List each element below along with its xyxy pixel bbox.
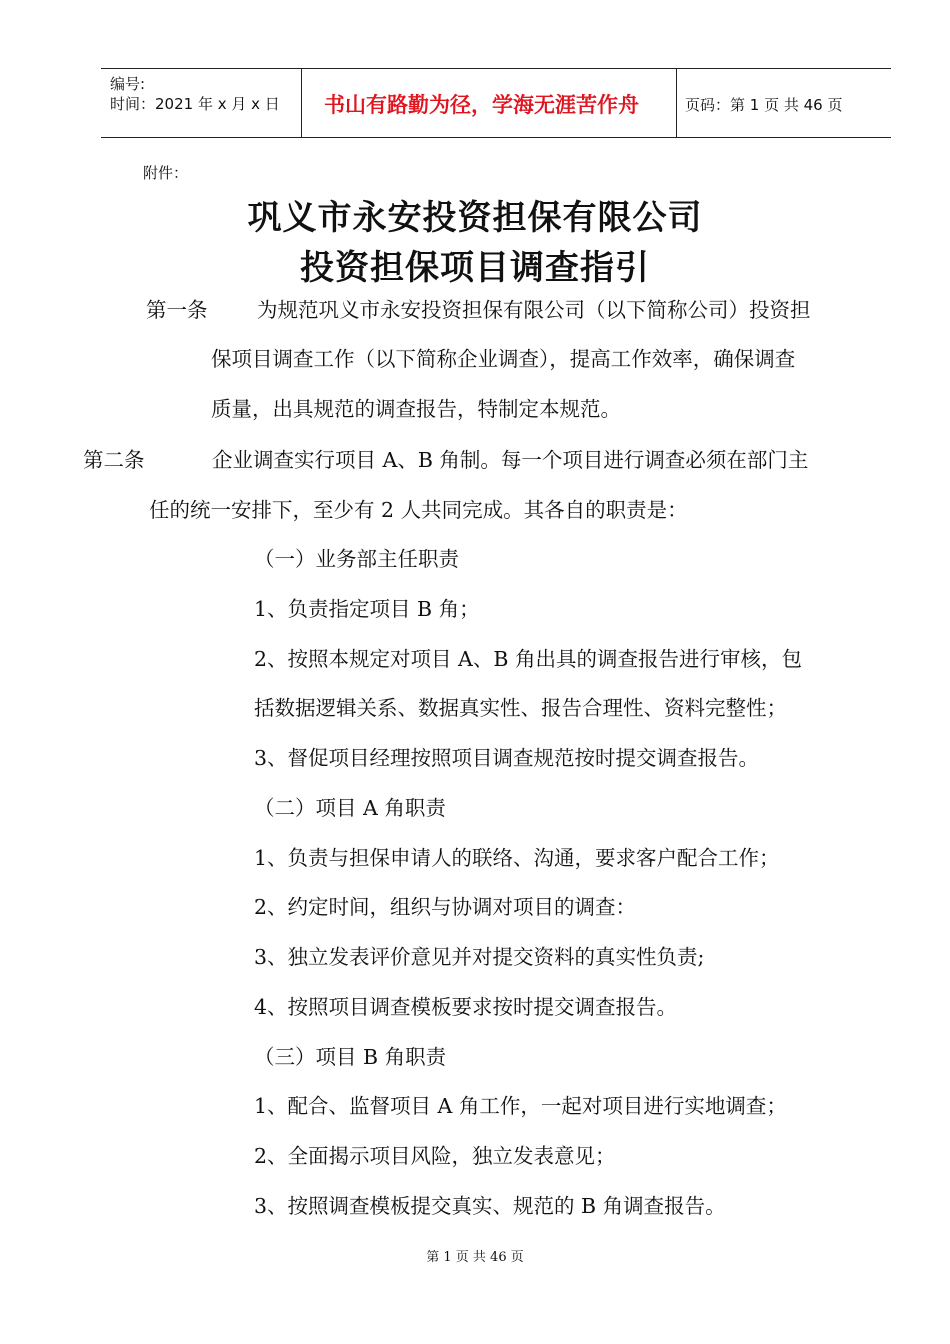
section3-item: 1、配合、监督项目 A 角工作，一起对项目进行实地调查；	[254, 1094, 787, 1118]
document-title-line2: 投资担保项目调查指引	[300, 248, 650, 288]
section3-item: 2、全面揭示项目风险，独立发表意见；	[254, 1144, 616, 1168]
section2-item: 3、独立发表评价意见并对提交资料的真实性负责;	[254, 945, 705, 969]
section1-item: 括数据逻辑关系、数据真实性、报告合理性、资料完整性；	[254, 696, 787, 720]
header-meta-cell	[101, 69, 301, 137]
section2-item: 4、按照项目调查模板要求按时提交调查报告。	[254, 995, 678, 1019]
section1-heading: （一）业务部主任职责	[254, 547, 459, 571]
header-table	[101, 68, 891, 138]
article1-heading: 第一条	[146, 298, 208, 322]
section2-heading: （二）项目 A 角职责	[254, 796, 446, 820]
article1-line: 质量，出具规范的调查报告，特制定本规范。	[211, 397, 621, 421]
article2-line: 企业调查实行项目 A、B 角制。每一个项目进行调查必须在部门主	[212, 448, 809, 472]
document-title-line1: 巩义市永安投资担保有限公司	[247, 198, 703, 238]
section2-item: 1、负责与担保申请人的联络、沟通，要求客户配合工作；	[254, 846, 780, 870]
section1-item: 2、按照本规定对项目 A、B 角出具的调查报告进行审核，包	[254, 647, 802, 671]
header-motto-cell	[301, 69, 677, 137]
article1-line: 为规范巩义市永安投资担保有限公司（以下简称公司）投资担	[257, 298, 811, 322]
article2-heading: 第二条	[83, 448, 145, 472]
article2-line: 任的统一安排下，至少有 2 人共同完成。其各自的职责是：	[149, 498, 688, 522]
page-label: 页码：第 1 页 共 46 页	[685, 96, 843, 114]
time-label: 时间：2021 年 x 月 x 日	[110, 95, 280, 113]
number-label: 编号:	[110, 75, 146, 93]
section2-item: 2、约定时间，组织与协调对项目的调查：	[254, 895, 637, 919]
section3-item: 3、按照调查模板提交真实、规范的 B 角调查报告。	[254, 1194, 726, 1218]
section3-heading: （三）项目 B 角职责	[254, 1045, 447, 1069]
section1-item: 1、负责指定项目 B 角；	[254, 597, 480, 621]
attachment-label: 附件：	[143, 164, 189, 182]
motto-text: 书山有路勤为径，学海无涯苦作舟	[324, 93, 639, 117]
section1-item: 3、督促项目经理按照项目调查规范按时提交调查报告。	[254, 746, 760, 770]
page-footer: 第 1 页 共 46 页	[426, 1250, 524, 1265]
header-page-cell	[676, 69, 891, 137]
article1-line: 保项目调查工作（以下简称企业调查），提高工作效率，确保调查	[211, 347, 796, 371]
